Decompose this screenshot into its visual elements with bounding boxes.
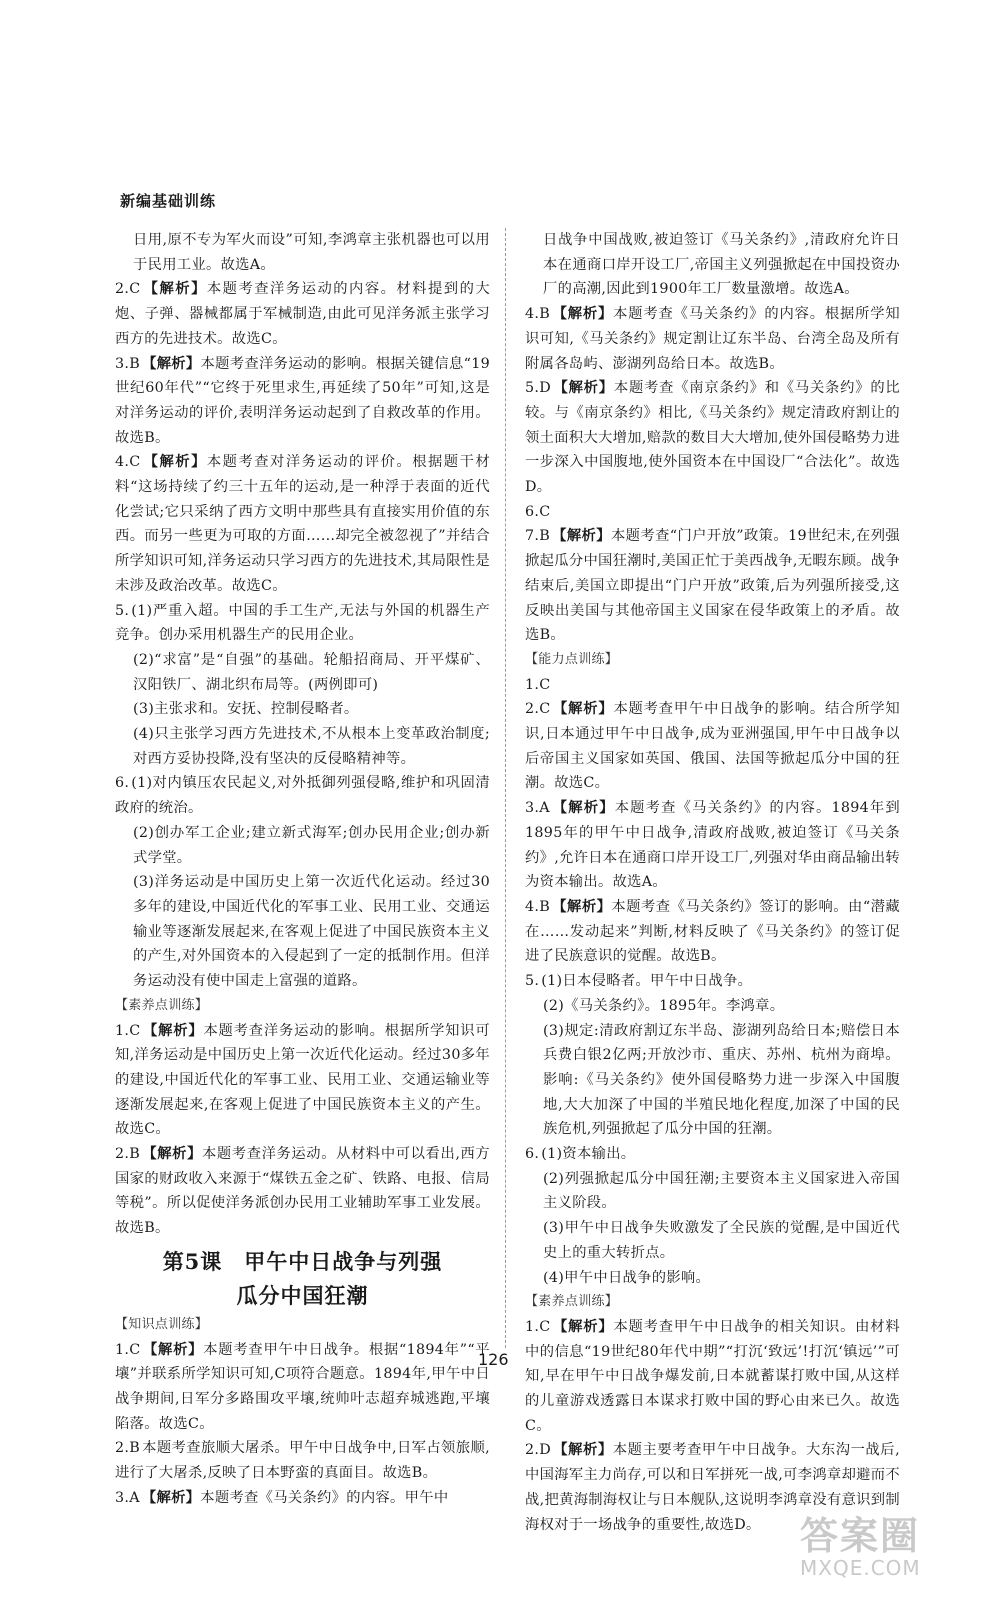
answer-number: 7.B bbox=[525, 528, 551, 545]
answer-number: 3.A bbox=[115, 1489, 140, 1506]
answer-item bbox=[525, 302, 900, 376]
analysis-tag: 【解析】 bbox=[552, 1318, 614, 1335]
answer-continuation: (3)主张求和。安抚、控制侵略者。 bbox=[133, 701, 359, 718]
answer-text: 本题考查《南京条约》和《马关条约》的比较。与《南京条约》相比,《马关条约》规定清政府割让的领土面积大大增加,赔款的数目大大增加,使外国侵略势力进一步深入中国腹地,使外国资本在中国设厂“合法化”。故选D。 bbox=[525, 380, 901, 496]
section-heading: 【素养点训练】 bbox=[525, 1294, 619, 1310]
answer-number: 3.B bbox=[115, 355, 141, 372]
answer-continuation: 日用,原不专为军火而设”可知,李鸿章主张机器也可以用于民用工业。故选A。 bbox=[133, 232, 490, 273]
answer-text: (1)对内镇压农民起义,对外抵御列强侵略,维护和巩固清政府的统治。 bbox=[115, 775, 490, 817]
analysis-tag: 【解析】 bbox=[551, 800, 615, 817]
answer-text: 本题考查洋务运动的影响。根据关键信息“19世纪60年代”“它终于死里求生,再延续了50年”可知,这是对洋务运动的评价,表明洋务运动起到了自救改革的作用。故选B。 bbox=[115, 355, 490, 446]
answer-item bbox=[525, 796, 900, 895]
answer-text: 本题考查《马关条约》的内容。1894年到1895年的甲午中日战争,清政府战败,被迫签订《马关条约》,允许日本在通商口岸开设工厂,列强对华由商品输出转为资本输出。故选A。 bbox=[525, 800, 901, 891]
answer-item bbox=[525, 697, 900, 796]
section-heading: 【素养点训练】 bbox=[115, 997, 209, 1013]
analysis-tag: 【解析】 bbox=[553, 380, 614, 397]
analysis-tag: 【解析】 bbox=[142, 454, 207, 471]
answer-item bbox=[115, 450, 490, 598]
answer-number: 2.C bbox=[525, 701, 551, 718]
answer-item bbox=[115, 1338, 490, 1437]
analysis-tag: 【解析】 bbox=[552, 528, 611, 545]
answer-continuation: (3)规定:清政府割辽东半岛、澎湖列岛给日本;赔偿日本兵费白银2亿两;开放沙市、重庆、苏州、杭州为商埠。影响:《马关条约》使外国侵略势力进一步深入中国腹地,大大加深了中国的半殖民地化程度,加深了中国的民族危机,列强掀起了瓜分中国的狂潮。 bbox=[543, 1022, 900, 1138]
answer-text: 本题考查《马关条约》的内容。甲午中 bbox=[200, 1489, 449, 1506]
book-series-title: 新编基础训练 bbox=[120, 192, 217, 210]
answer-item bbox=[525, 1315, 900, 1439]
answer-text: 本题考查甲午中日战争的影响。结合所学知识,日本通过甲午中日战争,成为亚洲强国,甲午中日战争以后帝国主义国家如英国、俄国、法国等掀起瓜分中国的狂潮。故选C。 bbox=[525, 701, 900, 792]
answer-text: 本题考查甲午中日战争。根据“1894年”“平壤”并联系所学知识可知,C项符合题意。1894年,甲午中日战争期间,日军分多路围攻平壤,统帅叶志超弃城逃跑,平壤陷落。故选C。 bbox=[115, 1341, 490, 1432]
answer-number: 1.C bbox=[525, 1318, 551, 1335]
answer-text: 本题考查旅顺大屠杀。甲午中日战争中,日军占领旅顺,进行了大屠杀,反映了日本野蛮的真面目。故选B。 bbox=[115, 1440, 490, 1482]
analysis-tag: 【解析】 bbox=[552, 701, 614, 718]
page-number: 126 bbox=[478, 1350, 509, 1369]
answer-number: 3.A bbox=[525, 800, 550, 817]
answer-item bbox=[525, 524, 900, 648]
answer-continuation: (3)甲午中日战争失败激发了全民族的觉醒,是中国近代史上的重大转折点。 bbox=[543, 1220, 900, 1261]
analysis-tag: 【解析】 bbox=[142, 281, 207, 298]
answer-continuation: 日战争中国战败,被迫签订《马关条约》,清政府允许日本在通商口岸开设工厂,帝国主义列强掀起在中国投资办厂的高潮,因此到1900年工厂数量激增。故选A。 bbox=[543, 232, 900, 298]
left-column bbox=[115, 228, 490, 1510]
answer-number: 4.B bbox=[525, 306, 551, 323]
analysis-tag: 【解析】 bbox=[141, 1489, 201, 1506]
answer-number: 5. bbox=[525, 973, 540, 990]
answer-item bbox=[115, 771, 490, 820]
answer-number: 1.C bbox=[115, 1341, 141, 1358]
answer-number: 4.C bbox=[115, 454, 141, 471]
answer-continuation: (2)“求富”是“自强”的基础。轮船招商局、开平煤矿、汉阳铁厂、湖北织布局等。(两例即可) bbox=[133, 651, 490, 693]
section-heading: 【知识点训练】 bbox=[115, 1316, 209, 1332]
answer-item bbox=[525, 673, 900, 698]
answer-item bbox=[525, 376, 900, 500]
answer-item bbox=[115, 352, 490, 451]
analysis-tag: 【解析】 bbox=[552, 898, 612, 915]
answer-text: 本题考查“门户开放”政策。19世纪末,在列强掀起瓜分中国狂潮时,美国正忙于美西战争,无暇东顾。战争结束后,美国立即提出“门户开放”政策,后为列强所接受,这反映出美国与其他帝国主义国家在侵华政策上的矛盾。故选B。 bbox=[525, 528, 901, 644]
answer-text: 本题主要考查甲午中日战争。大东沟一战后,中国海军主力尚存,可以和日军拼死一战,可李鸿章却避而不战,把黄海制海权让与日本舰队,这说明李鸿章没有意识到制海权对于一场战争的重要性,故选D。 bbox=[525, 1442, 901, 1533]
answer-text: (1)资本输出。 bbox=[541, 1146, 636, 1163]
answer-text: 本题考查洋务运动的影响。根据所学知识可知,洋务运动是中国历史上第一次近代化运动。经过30多年的建设,中国近代化的军事工业、民用工业、交通运输业等逐渐发展起来,在客观上促进了中国民族资本主义的产生。故选C。 bbox=[115, 1022, 490, 1138]
answer-number: 1.C bbox=[525, 676, 551, 693]
watermark-url: MXQE.COM bbox=[800, 1556, 921, 1580]
answer-number: 2.B bbox=[115, 1440, 141, 1457]
answer-text: 本题考查《马关条约》的内容。根据所学知识可知,《马关条约》规定割让辽东半岛、台湾全岛及所有附属各岛屿、澎湖列岛给日本。故选B。 bbox=[525, 306, 900, 372]
answer-continuation: (2)《马关条约》。1895年。李鸿章。 bbox=[543, 997, 785, 1014]
answer-item bbox=[525, 969, 900, 994]
answer-item bbox=[525, 500, 900, 525]
answer-text: 本题考查洋务运动的内容。材料提到的大炮、子弹、器械都属于军械制造,由此可见洋务派主张学习西方的先进技术。故选C。 bbox=[115, 281, 490, 347]
answer-text: (1)严重入超。中国的手工生产,无法与外国的机器生产竞争。创办采用机器生产的民用企业。 bbox=[115, 602, 490, 644]
answer-number: 2.C bbox=[115, 281, 141, 298]
answer-item bbox=[525, 895, 900, 969]
answer-item bbox=[115, 1436, 490, 1485]
answer-continuation: (2)列强掀起瓜分中国狂潮;主要资本主义国家进入帝国主义阶段。 bbox=[543, 1170, 900, 1212]
answer-continuation: (3)洋务运动是中国历史上第一次近代化运动。经过30多年的建设,中国近代化的军事工业、民用工业、交通运输业等逐渐发展起来,在客观上促进了中国民族资本主义的产生,对外国资本的入侵起到了一定的抵制作用。但洋务运动没有使中国走上富强的道路。 bbox=[133, 874, 490, 990]
answer-continuation: (4)甲午中日战争的影响。 bbox=[543, 1269, 711, 1286]
answer-text: (1)日本侵略者。甲午中日战争。 bbox=[541, 973, 753, 990]
answer-continuation: (4)只主张学习西方先进技术,不从根本上变革政治制度;对西方妥协投降,没有坚决的反侵略精神等。 bbox=[133, 726, 490, 767]
analysis-tag: 【解析】 bbox=[142, 355, 201, 372]
answer-text: 本题考查甲午中日战争的相关知识。由材料中的信息“19世纪80年代中期”“打沉‘致远’!打沉‘镇远’”可知,早在甲午中日战争爆发前,日本就蓄谋打败中国,从这样的儿童游戏透露日本谋求打败中国的野心由来已久。故选C。 bbox=[525, 1318, 900, 1434]
answer-number: 4.B bbox=[525, 898, 551, 915]
analysis-tag: 【解析】 bbox=[142, 1022, 204, 1039]
analysis-tag: 【解析】 bbox=[553, 1442, 613, 1459]
answer-number: 6. bbox=[525, 1146, 540, 1163]
right-column bbox=[525, 228, 900, 1537]
answer-item bbox=[525, 1142, 900, 1167]
answer-text: 本题考查洋务运动。从材料中可以看出,西方国家的财政收入来源于“煤铁五金之矿、铁路、电报、信局等税”。所以促使洋务派创办民用工业辅助军事工业发展。故选B。 bbox=[115, 1146, 490, 1237]
analysis-tag: 【解析】 bbox=[552, 306, 614, 323]
answer-item bbox=[115, 599, 490, 648]
answer-number: 6.C bbox=[525, 503, 551, 520]
answer-number: 5.D bbox=[525, 380, 552, 397]
lesson-title: 第5课 甲午中日战争与列强 瓜分中国狂潮 bbox=[162, 1248, 443, 1308]
answer-number: 2.B bbox=[115, 1146, 141, 1163]
watermark-logo bbox=[800, 1505, 990, 1595]
analysis-tag: 【解析】 bbox=[142, 1146, 202, 1163]
answer-text: 本题考查对洋务运动的评价。根据题干材料“这场持续了约三十五年的运动,是一种浮于表面的近代化尝试;它只采纳了西方文明中那些具有直接实用价值的东西。而另一些更为可取的方面……却完全被忽视了”并结合所学知识可知,洋务运动只学习西方的先进技术,其局限性是未涉及政治改革。故选C。 bbox=[115, 454, 490, 594]
answer-text: 本题考查《马关条约》签订的影响。由“潜藏在……发动起来”判断,材料反映了《马关条约》的签订促进了民族意识的觉醒。故选B。 bbox=[525, 898, 901, 965]
answer-item bbox=[115, 1142, 490, 1241]
answer-continuation: (2)创办军工企业;建立新式海军;创办民用企业;创办新式学堂。 bbox=[133, 824, 490, 866]
analysis-tag: 【解析】 bbox=[142, 1341, 204, 1358]
watermark-text: 答案圈 bbox=[800, 1514, 921, 1558]
answer-number: 1.C bbox=[115, 1022, 141, 1039]
section-heading: 【能力点训练】 bbox=[525, 651, 619, 667]
answer-item bbox=[115, 1486, 490, 1511]
answer-number: 5. bbox=[115, 602, 130, 619]
answer-item bbox=[115, 277, 490, 351]
answer-item bbox=[115, 1019, 490, 1143]
column-divider bbox=[505, 228, 506, 1348]
answer-number: 6. bbox=[115, 775, 130, 792]
answer-number: 2.D bbox=[525, 1442, 552, 1459]
